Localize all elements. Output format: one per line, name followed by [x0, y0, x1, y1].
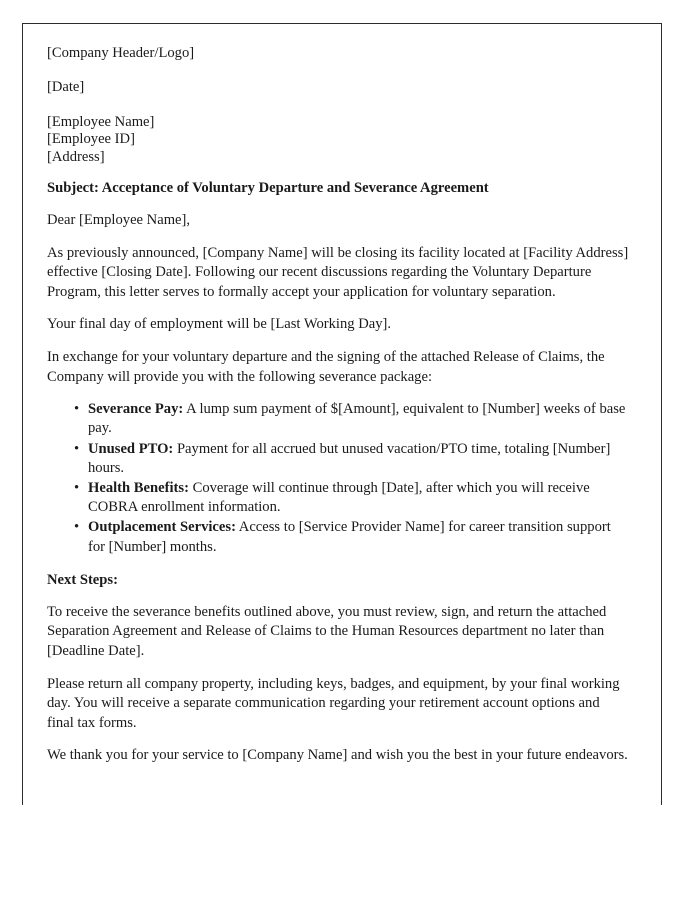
next-steps-heading: Next Steps: [47, 571, 118, 588]
list-item-label: Health Benefits: [88, 480, 189, 496]
list-item-label: Unused PTO: [88, 440, 174, 457]
spacer [47, 387, 629, 400]
spacer [47, 662, 629, 675]
company-header-block [47, 45, 629, 62]
date-block [47, 79, 629, 96]
paragraph-final-day: Your final day of employment will be [Last Working Day]. [47, 316, 392, 333]
recipient-name: [Employee Name] [47, 113, 155, 130]
list-item-text: A lump sum payment of $[Amount], equivalent to [Number] weeks of base pay. [88, 401, 626, 437]
paragraph-exchange: In exchange for your voluntary departure and the signing of the attached Release of Claims, the Company will provide you with the following severance package: [47, 349, 605, 385]
paragraph-closing-thanks: We thank you for your service to [Company Name] and wish you the best in your future endeavors. [47, 747, 628, 764]
severance-package-list [47, 400, 629, 557]
company-header-placeholder: [Company Header/Logo] [47, 45, 195, 61]
list-item [88, 518, 629, 556]
subject-line: Subject: Acceptance of Voluntary Departure and Severance Agreement [47, 180, 489, 197]
spacer [47, 302, 629, 315]
list-item-text: Coverage will continue through [Date], after which you will receive COBRA enrollment information. [88, 480, 590, 516]
spacer [47, 558, 629, 571]
list-item-label: Outplacement Services: [88, 519, 236, 536]
spacer [47, 97, 629, 114]
salutation: Dear [Employee Name], [47, 212, 191, 229]
recipient-employee-id: [Employee ID] [47, 131, 135, 148]
spacer [47, 62, 629, 79]
recipient-address: [Address] [47, 148, 105, 165]
list-item [88, 440, 629, 478]
spacer [47, 335, 629, 348]
spacer [47, 198, 629, 211]
list-item [88, 400, 629, 438]
spacer [47, 231, 629, 244]
date-placeholder: [Date] [47, 79, 85, 96]
list-item-text: Payment for all accrued but unused vacation/PTO time, totaling [Number] hours. [88, 440, 611, 476]
list-item [88, 479, 629, 517]
list-item-text: Access to [Service Provider Name] for career transition support for [Number] months. [88, 519, 611, 555]
letter-body [47, 45, 629, 766]
spacer [47, 590, 629, 603]
paragraph-property-return: Please return all company property, including keys, badges, and equipment, by your final working day. You will receive a separate communication regarding your retirement account options and final tax forms. [47, 675, 620, 731]
recipient-address-block [47, 114, 629, 166]
spacer [47, 166, 629, 179]
list-item-label: Severance Pay: [88, 401, 184, 418]
spacer [47, 733, 629, 746]
paragraph-next-steps: To receive the severance benefits outlined above, you must review, sign, and return the attached Separation Agreement and Release of Claims to the Human Resources department no later than [Deadline Date]. [47, 603, 607, 659]
paragraph-intro: As previously announced, [Company Name] will be closing its facility located at [Facility Address] effective [Closing Date]. Following our recent discussions regarding the Voluntary Departure Program, this letter serves to formally accept your application for voluntary separation. [47, 244, 629, 300]
